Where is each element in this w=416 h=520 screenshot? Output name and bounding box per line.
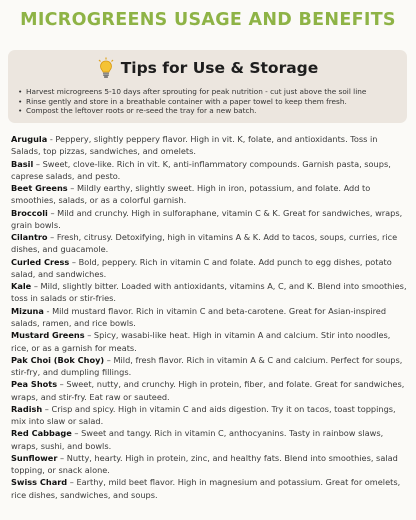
tip-item: • Harvest microgreens 5-10 days after sprouting for peak nutrition - cut just above the soil line <box>18 87 403 97</box>
item-name: Cilantro <box>11 232 48 243</box>
item-name: Swiss Chard <box>11 477 68 488</box>
tips-heading: Tips for Use & Storage <box>120 59 319 77</box>
list-item <box>11 329 409 354</box>
item-description: – Nutty, hearty. High in protein, zinc, and healthy fats. Blend into smoothies, salad topping, or snack alone. <box>11 452 398 476</box>
tip-item: • Compost the leftover roots or re-seed the tray for a new batch. <box>18 106 403 116</box>
list-item <box>11 256 409 281</box>
tips-list <box>18 87 403 116</box>
item-name: Mustard Greens <box>11 330 85 341</box>
item-name: Pak Choi (Bok Choy) <box>11 354 105 365</box>
item-name: Basil <box>11 158 34 169</box>
list-item <box>11 427 409 452</box>
list-item <box>11 403 409 428</box>
item-name: Broccoli <box>11 207 48 218</box>
item-name: Kale <box>11 281 32 292</box>
tips-header <box>8 56 407 80</box>
item-description: – Sweet, clove-like. Rich in vit. K, anti-inflammatory compounds. Garnish pasta, soups, caprese salads, and pesto. <box>11 158 391 181</box>
tips-box <box>8 50 407 123</box>
item-description: – Sweet, nutty, and crunchy. High in protein, fiber, and folate. Great for sandwiches, wraps, and stir-fry. Eat raw or sauteed. <box>11 379 405 402</box>
item-description: – Fresh, citrusy. Detoxifying, high in vitamins A & K. Add to tacos, soups, curries, rice dishes, and guacamole. <box>11 232 398 255</box>
item-description: – Crisp and spicy. High in vitamin C and aids digestion. Try it on tacos, toast toppings, mix into slaw or salad. <box>11 403 396 427</box>
list-item <box>11 207 409 232</box>
tip-item: • Rinse gently and store in a breathable container with a paper towel to keep them fresh. <box>18 97 403 107</box>
list-item <box>11 378 409 403</box>
page-title: MICROGREENS USAGE AND BENEFITS <box>20 10 396 30</box>
list-item <box>11 354 409 379</box>
microgreens-list <box>11 133 409 501</box>
item-description: – Bold, peppery. Rich in vitamin C and folate. Add punch to egg dishes, potato salad, and sandwiches. <box>11 256 392 279</box>
list-item <box>11 133 409 158</box>
item-description: – Sweet and tangy. Rich in vitamin C, anthocyanins. Tasty in rainbow slaws, wraps, sushi, and bowls. <box>11 428 384 451</box>
item-name: Curled Cress <box>11 256 70 267</box>
list-item <box>11 158 409 183</box>
lightbulb-icon <box>97 57 115 79</box>
list-item <box>11 476 409 501</box>
item-description: – Spicy, wasabi-like heat. High in vitamin A and calcium. Stir into noodles, rice, or as a garnish for meats. <box>11 330 391 353</box>
item-description: – Mildly earthy, slightly sweet. High in iron, potassium, and folate. Add to smoothies, salads, or as a colorful garnish. <box>11 183 371 206</box>
item-name: Mizuna <box>11 305 44 316</box>
item-description: – Mild, fresh flavor. Rich in vitamin A & C and calcium. Perfect for soups, stir-fry, and dumpling fillings. <box>11 354 403 378</box>
item-name: Arugula <box>11 134 48 144</box>
list-item <box>11 231 409 256</box>
item-description: – Mild and crunchy. High in sulforaphane, vitamin C & K. Great for sandwiches, wraps, grain bowls. <box>11 207 403 230</box>
list-item <box>11 305 409 330</box>
item-description: - Peppery, slightly peppery flavor. High in vit. K, folate, and antioxidants. Toss in Salads, top pizzas, sandwiches, and omelets. <box>11 134 378 157</box>
item-description: – Earthy, mild beet flavor. High in magnesium and potassium. Great for omelets, rice dishes, sandwiches, and soups. <box>11 477 401 500</box>
item-name: Sunflower <box>11 452 58 463</box>
item-name: Pea Shots <box>11 379 58 390</box>
list-item <box>11 182 409 207</box>
list-item <box>11 280 409 305</box>
item-description: - Mild mustard flavor. Rich in vitamin C and beta-carotene. Great for Asian-inspired salads, ramen, and rice bowls. <box>11 305 387 328</box>
list-item <box>11 452 409 477</box>
item-name: Radish <box>11 403 43 414</box>
item-name: Beet Greens <box>11 183 68 194</box>
item-name: Red Cabbage <box>11 428 72 439</box>
item-description: – Mild, slightly bitter. Loaded with antioxidants, vitamins A, C, and K. Blend into smoothies, toss in salads or stir-fries. <box>11 281 407 304</box>
